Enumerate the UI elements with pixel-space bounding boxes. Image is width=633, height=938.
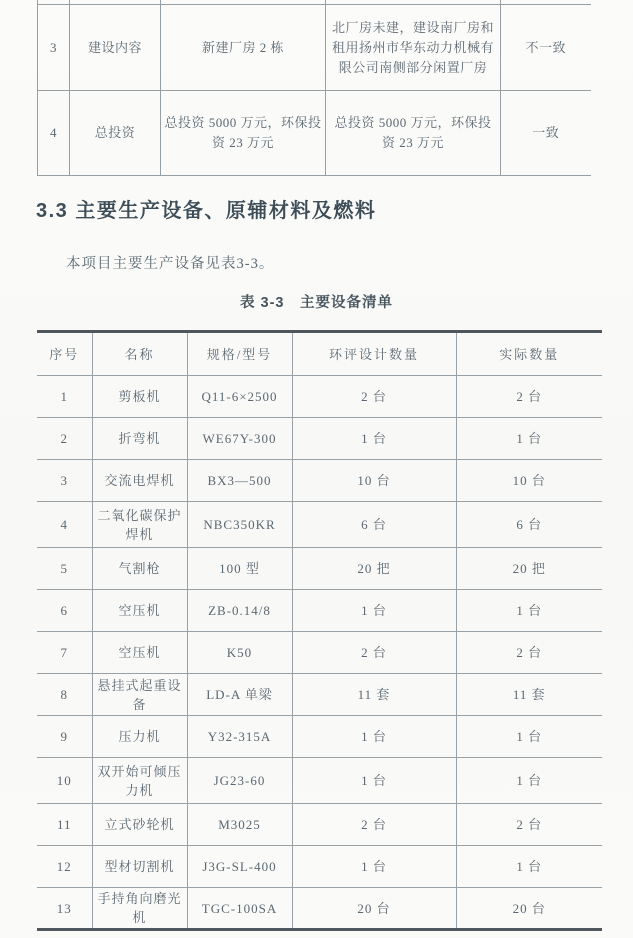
cell-seq: 12 — [37, 846, 92, 888]
cell-actual-qty: 1 台 — [456, 716, 602, 758]
cell-name: 二氧化碳保护焊机 — [92, 502, 187, 548]
cell-model: LD-A 单梁 — [187, 674, 292, 716]
cell-approved-value: 新建厂房 2 栋 — [161, 5, 326, 91]
table-row — [37, 376, 602, 418]
cell-design-qty: 1 台 — [292, 590, 456, 632]
table-row — [37, 888, 602, 930]
cell-model: M3025 — [187, 804, 292, 846]
table-row — [37, 418, 602, 460]
cell-name: 折弯机 — [92, 418, 187, 460]
cell-name: 型材切割机 — [92, 846, 187, 888]
cell-name: 气割枪 — [92, 548, 187, 590]
table-row — [38, 91, 591, 176]
cell-model: ZB-0.14/8 — [187, 590, 292, 632]
section-heading: 3.3 主要生产设备、原辅材料及燃料 — [36, 200, 377, 222]
table-row — [37, 548, 602, 590]
cell-design-qty: 2 台 — [292, 632, 456, 674]
cell-seq: 9 — [37, 716, 92, 758]
comparison-table-body — [38, 0, 591, 176]
table-row — [37, 590, 602, 632]
cell-design-qty: 1 台 — [292, 758, 456, 804]
comparison-table — [37, 0, 591, 176]
cell-name: 双开始可倾压力机 — [92, 758, 187, 804]
column-header: 环评设计数量 — [292, 332, 456, 376]
cell-consistency: 一致 — [501, 91, 591, 176]
cell-design-qty: 2 台 — [292, 804, 456, 846]
cell-name: 立式砂轮机 — [92, 804, 187, 846]
cell-design-qty: 20 台 — [292, 888, 456, 930]
cell-consistency: 不一致 — [501, 5, 591, 91]
cell-seq: 2 — [37, 418, 92, 460]
cell-approved-value: 总投资 5000 万元，环保投资 23 万元 — [161, 91, 326, 176]
table-row — [37, 758, 602, 804]
table-row — [37, 460, 602, 502]
cell-model: NBC350KR — [187, 502, 292, 548]
cell-design-qty: 1 台 — [292, 418, 456, 460]
cell-item-label: 总投资 — [70, 91, 161, 176]
cell-actual-qty: 1 台 — [456, 418, 602, 460]
equipment-table-head — [37, 332, 602, 376]
cell-seq: 1 — [37, 376, 92, 418]
column-header: 序号 — [37, 332, 92, 376]
cell-actual-value: 北厂房未建，建设南厂房和租用扬州市华东动力机械有限公司南侧部分闲置厂房 — [326, 5, 501, 91]
cell-name: 空压机 — [92, 632, 187, 674]
cell-model: K50 — [187, 632, 292, 674]
cell-actual-value: 总投资 5000 万元，环保投资 23 万元 — [326, 91, 501, 176]
cell-model: Y32-315A — [187, 716, 292, 758]
cell-actual-qty: 2 台 — [456, 632, 602, 674]
table-header-row — [37, 332, 602, 376]
cell-design-qty: 1 台 — [292, 846, 456, 888]
table-row — [38, 5, 591, 91]
cell-design-qty: 1 台 — [292, 716, 456, 758]
cell-item-label: 建设内容 — [70, 5, 161, 91]
cell-seq: 7 — [37, 632, 92, 674]
cell-seq: 13 — [37, 888, 92, 930]
column-header: 规格/型号 — [187, 332, 292, 376]
table-row — [37, 716, 602, 758]
cell-design-qty: 10 台 — [292, 460, 456, 502]
table-caption: 表 3-3 主要设备清单 — [240, 295, 393, 311]
table-row — [37, 502, 602, 548]
cell-actual-qty: 1 台 — [456, 846, 602, 888]
cell-seq: 3 — [37, 460, 92, 502]
cell-actual-qty: 2 台 — [456, 804, 602, 846]
cell-model: BX3—500 — [187, 460, 292, 502]
cell-name: 压力机 — [92, 716, 187, 758]
cell-row-number: 3 — [38, 5, 70, 91]
cell-actual-qty: 10 台 — [456, 460, 602, 502]
cell-seq: 6 — [37, 590, 92, 632]
cell-name: 交流电焊机 — [92, 460, 187, 502]
cell-seq: 11 — [37, 804, 92, 846]
cell-seq: 5 — [37, 548, 92, 590]
equipment-table — [37, 330, 602, 931]
table-row — [37, 674, 602, 716]
cell-name: 悬挂式起重设备 — [92, 674, 187, 716]
cell-row-number: 4 — [38, 91, 70, 176]
cell-actual-qty: 11 套 — [456, 674, 602, 716]
cell-model: 100 型 — [187, 548, 292, 590]
cell-design-qty: 6 台 — [292, 502, 456, 548]
equipment-table-body — [37, 376, 602, 930]
column-header: 名称 — [92, 332, 187, 376]
cell-seq: 4 — [37, 502, 92, 548]
cell-name: 剪板机 — [92, 376, 187, 418]
cell-actual-qty: 2 台 — [456, 376, 602, 418]
cell-actual-qty: 6 台 — [456, 502, 602, 548]
cell-model: Q11-6×2500 — [187, 376, 292, 418]
table-row — [37, 632, 602, 674]
cell-actual-qty: 1 台 — [456, 590, 602, 632]
cell-actual-qty: 1 台 — [456, 758, 602, 804]
cell-name: 空压机 — [92, 590, 187, 632]
cell-name: 手持角向磨光机 — [92, 888, 187, 930]
table-row — [37, 846, 602, 888]
cell-design-qty: 11 套 — [292, 674, 456, 716]
cell-actual-qty: 20 把 — [456, 548, 602, 590]
cell-seq: 10 — [37, 758, 92, 804]
cell-design-qty: 2 台 — [292, 376, 456, 418]
cell-model: WE67Y-300 — [187, 418, 292, 460]
cell-model: J3G-SL-400 — [187, 846, 292, 888]
cell-seq: 8 — [37, 674, 92, 716]
table-row — [37, 804, 602, 846]
cell-actual-qty: 20 台 — [456, 888, 602, 930]
cell-model: JG23-60 — [187, 758, 292, 804]
column-header: 实际数量 — [456, 332, 602, 376]
cell-design-qty: 20 把 — [292, 548, 456, 590]
cell-model: TGC-100SA — [187, 888, 292, 930]
body-paragraph: 本项目主要生产设备见表3-3。 — [66, 256, 275, 272]
